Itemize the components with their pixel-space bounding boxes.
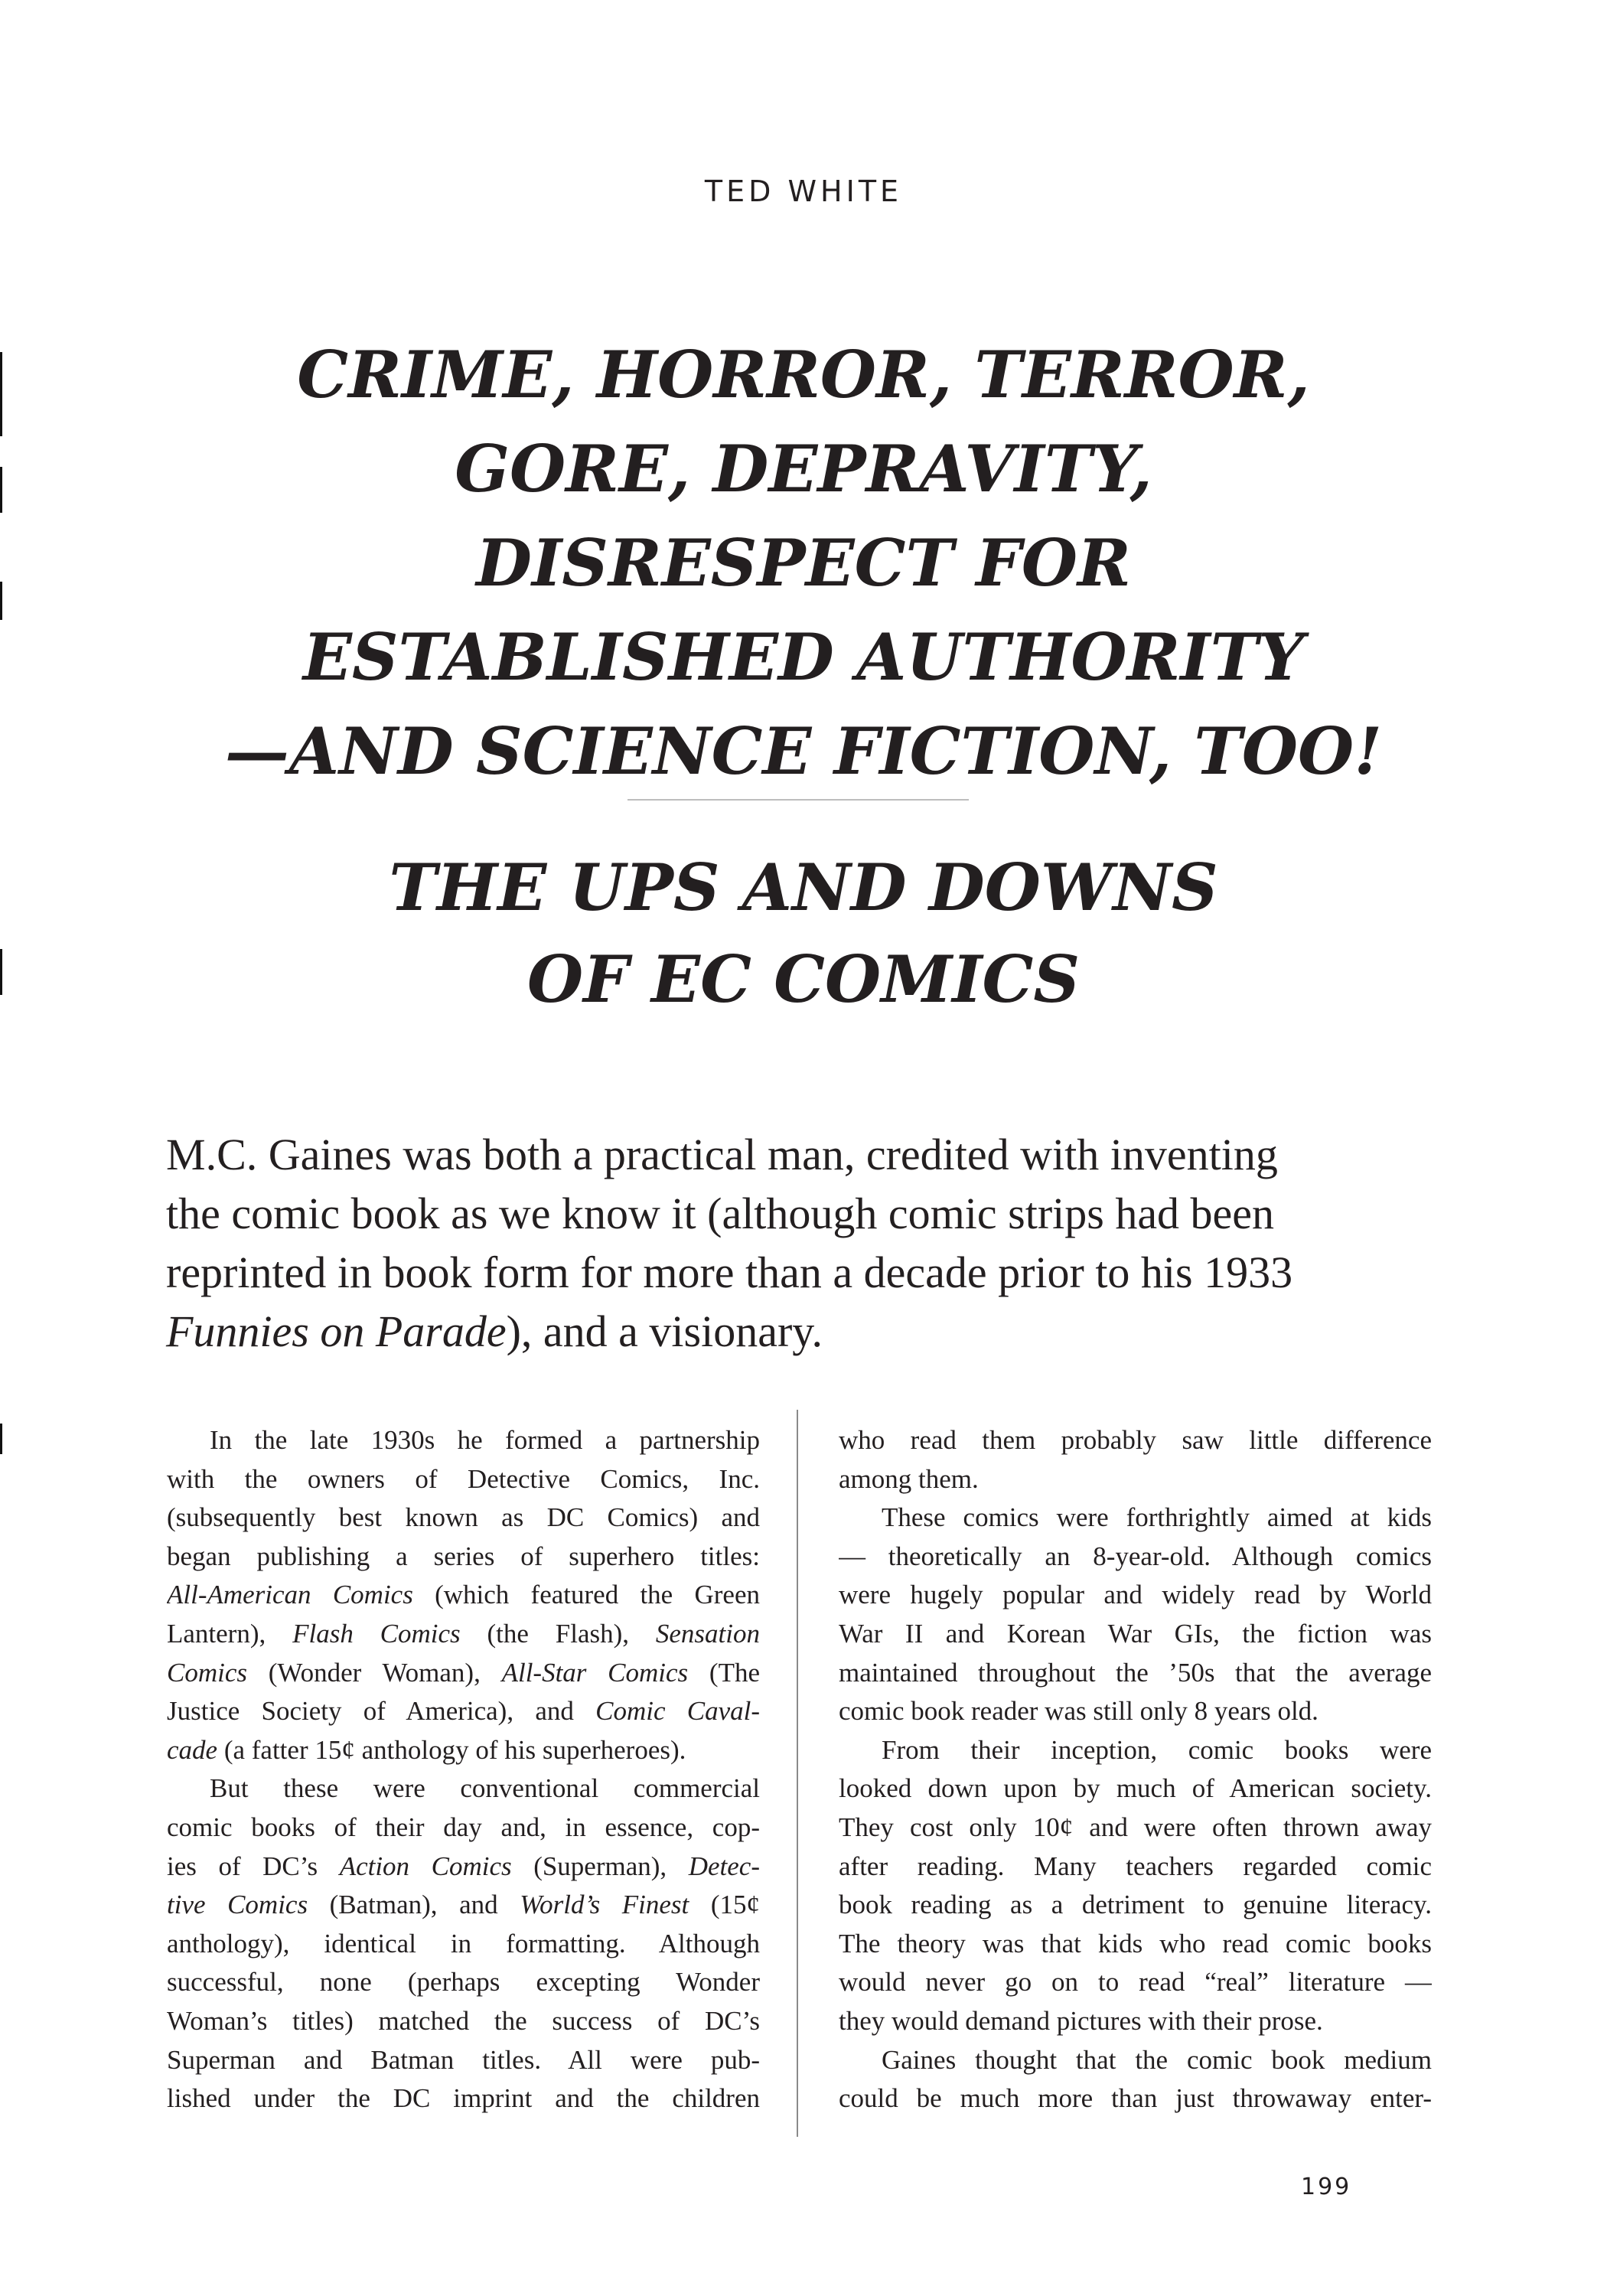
publication-title: Funnies on Parade — [166, 1306, 507, 1356]
body-text: (15¢ — [689, 1890, 760, 1920]
lead-paragraph — [166, 1125, 1444, 1361]
body-line: began publishing a series of superhero titles: — [167, 1541, 760, 1571]
body-line — [167, 1615, 760, 1654]
body-text: (Wonder Woman), — [247, 1657, 502, 1688]
body-line — [167, 1886, 760, 1925]
comic-title: Comic Caval- — [595, 1696, 760, 1727]
body-line: They cost only 10¢ and were often thrown away — [839, 1812, 1432, 1842]
body-text: (a fatter 15¢ anthology of his superheroes). — [217, 1734, 686, 1765]
body-line: War II and Korean War GIs, the fiction was — [839, 1618, 1432, 1649]
lead-text: ), and a visionary. — [506, 1306, 823, 1356]
comic-title: Detec- — [688, 1851, 760, 1881]
article-subtitle — [115, 842, 1492, 1026]
body-line: with the owners of Detective Comics, Inc. — [167, 1463, 760, 1494]
article-title — [115, 328, 1492, 798]
body-line: Woman’s titles) matched the success of DC’s — [167, 2005, 760, 2036]
body-line: Superman and Batman titles. All were pub- — [167, 2044, 760, 2075]
body-line: maintained throughout the ’50s that the average — [839, 1657, 1432, 1688]
body-line — [167, 1848, 760, 1887]
body-line — [167, 1576, 760, 1615]
page-edge-mark — [0, 582, 2, 620]
title-line: —AND SCIENCE FICTION, TOO! — [224, 713, 1383, 789]
body-column-right — [839, 1421, 1432, 2118]
lead-line: the comic book as we know it (although comic strips had been — [166, 1189, 1275, 1238]
body-line: they would demand pictures with their prose. — [839, 2005, 1323, 2036]
body-text: Justice Society of America), and — [167, 1696, 596, 1727]
body-line — [167, 1731, 760, 1770]
page-edge-mark — [0, 1424, 2, 1454]
page-number: 199 — [1301, 2174, 1352, 2200]
body-line: who read them probably saw little difference — [839, 1425, 1432, 1455]
body-line: after reading. Many teachers regarded comic — [839, 1851, 1432, 1881]
page-edge-mark — [0, 352, 2, 436]
body-line: successful, none (perhaps excepting Wonder — [167, 1967, 760, 1998]
title-line: CRIME, HORROR, TERROR, — [297, 337, 1310, 413]
body-line: But these were conventional commercial — [210, 1773, 760, 1804]
body-line — [167, 1654, 760, 1693]
comic-title: World’s Finest — [520, 1890, 689, 1920]
comic-title: All-American Comics — [167, 1580, 413, 1610]
title-divider-rule — [627, 799, 969, 801]
body-column-left — [167, 1421, 760, 2118]
body-line: anthology), identical in formatting. Although — [167, 1928, 760, 1958]
body-line: Gaines thought that the comic book medium — [882, 2044, 1432, 2075]
comic-title: Action Comics — [339, 1851, 512, 1881]
body-line: (subsequently best known as DC Comics) and — [167, 1502, 760, 1533]
title-line: GORE, DEPRAVITY, — [455, 431, 1152, 507]
page-edge-mark — [0, 467, 2, 513]
title-line: DISRESPECT FOR — [476, 525, 1131, 601]
body-text: (The — [688, 1657, 760, 1688]
title-line: ESTABLISHED AUTHORITY — [302, 619, 1305, 695]
comic-title: All-Star Comics — [501, 1657, 689, 1688]
body-line: The theory was that kids who read comic books — [839, 1928, 1432, 1958]
lead-line — [166, 1302, 1444, 1361]
body-line: comic books of their day and, in essence, cop- — [167, 1812, 760, 1842]
body-line: comic book reader was still only 8 years old. — [839, 1696, 1319, 1727]
body-text: Lantern), — [167, 1618, 293, 1649]
body-line: — theoretically an 8-year-old. Although comics — [839, 1541, 1432, 1571]
page-edge-mark — [0, 949, 2, 995]
body-line: among them. — [839, 1463, 979, 1494]
body-line: In the late 1930s he formed a partnership — [210, 1425, 760, 1455]
body-text: ies of DC’s — [167, 1851, 340, 1881]
comic-title: Flash Comics — [292, 1618, 461, 1649]
body-text: (which featured the Green — [412, 1580, 760, 1610]
body-line — [167, 1692, 760, 1731]
comic-title: Comics — [167, 1657, 247, 1688]
comic-title: tive Comics — [167, 1890, 308, 1920]
author-running-head: TED WHITE — [704, 174, 903, 208]
body-line: would never go on to read “real” literature — — [839, 1967, 1432, 1998]
body-text: (the Flash), — [460, 1618, 656, 1649]
body-line: lished under the DC imprint and the children — [167, 2083, 760, 2114]
body-line: looked down upon by much of American society. — [839, 1773, 1432, 1804]
body-line: These comics were forthrightly aimed at kids — [882, 1502, 1432, 1533]
comic-title: Sensation — [655, 1618, 760, 1649]
body-line: could be much more than just throwaway enter- — [839, 2083, 1432, 2114]
body-line: book reading as a detriment to genuine literacy. — [839, 1890, 1432, 1920]
comic-title: cade — [167, 1734, 218, 1765]
body-text: (Superman), — [511, 1851, 689, 1881]
lead-line: M.C. Gaines was both a practical man, credited with inventing — [166, 1130, 1278, 1179]
body-line: From their inception, comic books were — [882, 1734, 1432, 1765]
subtitle-line: THE UPS AND DOWNS — [389, 850, 1218, 925]
column-divider — [797, 1410, 798, 2137]
body-text: (Batman), and — [308, 1890, 520, 1920]
body-line: were hugely popular and widely read by World — [839, 1580, 1432, 1610]
lead-line: reprinted in book form for more than a decade prior to his 1933 — [166, 1247, 1293, 1297]
subtitle-line: OF EC COMICS — [527, 941, 1080, 1017]
